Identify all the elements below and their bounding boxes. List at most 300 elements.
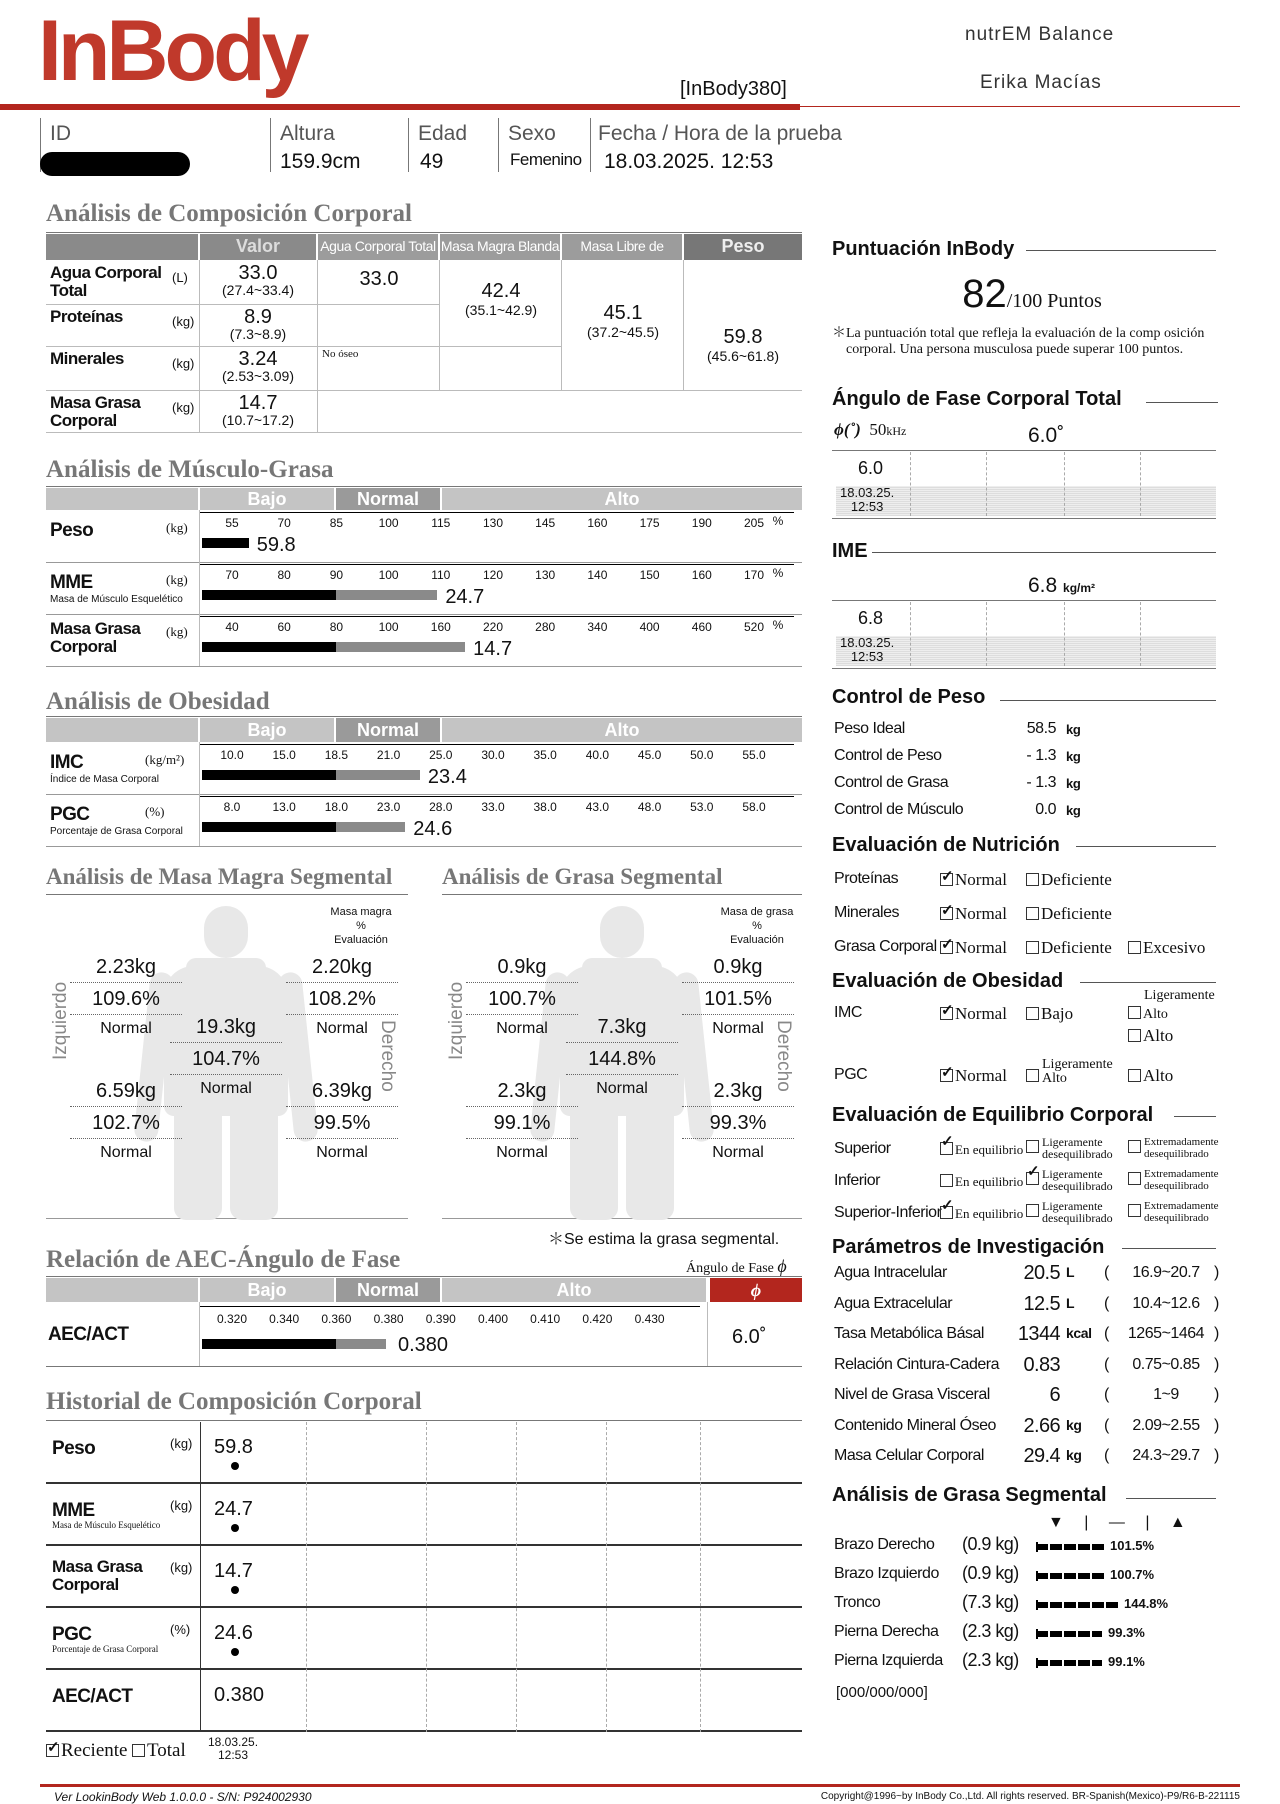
- ecw-title: Relación de AEC-Ángulo de Fase: [46, 1246, 401, 1273]
- footer-line: [40, 1784, 1240, 1787]
- pgc-normal[interactable]: ✓ Normal: [940, 1066, 1007, 1086]
- obesity-row-value: 24.6: [413, 818, 453, 840]
- nutrition-normal[interactable]: ✓ Normal: [940, 870, 1007, 890]
- history-row-line: [46, 1544, 802, 1546]
- segfat-pct: 99.3%: [1108, 1625, 1145, 1640]
- research-label: Relación Cintura-Cadera: [834, 1355, 1000, 1373]
- muscle_fat-tick: 90: [329, 568, 344, 582]
- seg-fat-legend: ▼ | — | ▲: [1048, 1514, 1194, 1531]
- segfat-value: (7.3 kg): [962, 1592, 1019, 1612]
- pgc-lig-alto[interactable]: [1026, 1066, 1041, 1086]
- scale-top: [200, 796, 794, 797]
- research-value: 12.5: [1023, 1292, 1060, 1315]
- row-line: [46, 614, 802, 615]
- balance-extreme[interactable]: Extremadamente desequilibrado: [1128, 1200, 1219, 1224]
- seg_fat-legend3: Evaluación: [730, 934, 784, 946]
- seg_fat-rl-pct: 99.3%: [709, 1112, 767, 1134]
- segfat-pct: 99.1%: [1108, 1654, 1145, 1669]
- balance-balanced[interactable]: ✓ En equilibrio: [940, 1142, 1023, 1156]
- seg_fat-trunk-eval: Normal: [596, 1080, 648, 1097]
- score-title: Puntuación InBody: [832, 238, 1015, 260]
- sex-value: Femenino: [510, 150, 582, 169]
- obesity-tick: 18.0: [324, 800, 349, 814]
- nutrition-excess[interactable]: Excesivo: [1128, 938, 1205, 958]
- ecw-tick: 0.400: [477, 1312, 509, 1326]
- obesity-eval-imc: IMC: [834, 1004, 862, 1021]
- bc-row-unit: (kg): [172, 314, 195, 329]
- research-paren: ): [1214, 1264, 1219, 1281]
- balance-label: Superior: [834, 1140, 891, 1157]
- muscle-fat-title: Análisis de Músculo-Grasa: [46, 456, 334, 483]
- history-row-line: [46, 1606, 802, 1608]
- obesity-tick: 43.0: [585, 800, 610, 814]
- dotline: [466, 1138, 578, 1139]
- ecw-tick: 0.380: [373, 1312, 404, 1326]
- muscle_fat-tick: 100: [378, 516, 399, 530]
- bc-row-label2: Total: [50, 281, 87, 300]
- bc-row-label: Agua Corporal: [50, 263, 162, 282]
- lean-value: 42.4: [481, 280, 521, 302]
- row-divider: [199, 742, 200, 794]
- muscle_fat-tick: 100: [378, 620, 399, 634]
- muscle_fat-pct: %: [772, 566, 784, 580]
- obesity-tick: 58.0: [742, 800, 766, 814]
- muscle_fat-tick: 70: [277, 516, 291, 530]
- segfat-label: Pierna Derecha: [834, 1623, 939, 1640]
- body-leg-left: [174, 1110, 222, 1220]
- research-range: 0.75~0.85: [1132, 1355, 1200, 1373]
- imc-bajo[interactable]: Bajo: [1026, 1004, 1073, 1024]
- obesity-tick: 53.0: [690, 800, 714, 814]
- obesity-eval-title: Evaluación de Obesidad: [832, 970, 1064, 992]
- seg_lean-la-eval: Normal: [100, 1020, 152, 1037]
- score-box: [832, 272, 1232, 317]
- segfat-pct: 144.8%: [1124, 1596, 1169, 1611]
- seg_fat-legend2: %: [752, 920, 762, 932]
- muscle_fat-tick: 460: [691, 620, 712, 634]
- ffm-value: 45.1: [603, 302, 643, 324]
- col-ffm: Masa Libre de Grasa: [562, 234, 682, 260]
- history-recent[interactable]: ✓Reciente: [46, 1740, 127, 1762]
- history-dot: [231, 1648, 239, 1656]
- balance-label: Superior-Inferior: [834, 1204, 942, 1221]
- seg_lean-legend1: Masa magra: [330, 906, 392, 918]
- research-value: 6: [1049, 1384, 1060, 1406]
- bc-row-label: Masa Grasa: [50, 393, 141, 412]
- history-row-unit: (kg): [170, 1498, 193, 1513]
- balance-slight[interactable]: ✓ Ligeramente desequilibrado: [1026, 1168, 1113, 1192]
- col-lean: Masa Magra Blanda: [440, 234, 560, 260]
- nutrition-label: Minerales: [834, 904, 900, 921]
- ecw-tick: 0.360: [321, 1312, 352, 1326]
- nutrition-deficient[interactable]: Deficiente: [1026, 904, 1112, 924]
- weight-ctrl-unit: kg: [1066, 803, 1081, 818]
- research-range: 10.4~12.6: [1132, 1294, 1200, 1312]
- balance-extreme[interactable]: Extremadamente desequilibrado: [1128, 1168, 1219, 1192]
- phase-history-value: 6.0: [858, 458, 884, 478]
- dotline: [566, 1074, 678, 1075]
- research-range: 2.09~2.55: [1132, 1416, 1200, 1434]
- seg_fat-trunk-mass: 7.3kg: [597, 1016, 647, 1038]
- bc-row-unit: (L): [172, 270, 188, 285]
- history-title: Historial de Composición Corporal: [46, 1388, 422, 1415]
- ecw-tick: 0.320: [216, 1312, 248, 1326]
- weight-ctrl-label: Control de Grasa: [834, 774, 949, 791]
- muscle_fat-pct: %: [772, 514, 784, 528]
- history-total[interactable]: Total: [132, 1740, 186, 1762]
- research-title: Parámetros de Investigación: [832, 1236, 1105, 1258]
- facility-name: nutrEM Balance: [965, 24, 1115, 45]
- muscle_fat-tick: 80: [329, 620, 344, 634]
- muscle_fat-tick: 85: [329, 516, 344, 530]
- muscle_fat-tick: 55: [225, 516, 239, 530]
- research-paren: (: [1104, 1325, 1109, 1342]
- history-dash: [306, 1422, 307, 1732]
- scale-top: [200, 564, 794, 565]
- nutrition-label: Proteínas: [834, 870, 899, 887]
- muscle_fat-row-unit: (kg): [166, 624, 188, 639]
- history-dot: [231, 1586, 239, 1594]
- sex-label: Sexo: [508, 122, 556, 145]
- muscle_fat-tick: 160: [430, 620, 451, 634]
- date-label: Fecha / Hora de la prueba: [598, 122, 842, 145]
- nutrition-deficient[interactable]: Deficiente: [1026, 870, 1112, 890]
- imc-alto[interactable]: Alto: [1128, 1026, 1173, 1046]
- muscle_fat-row-value: 24.7: [445, 586, 485, 608]
- bc-row-value: 3.24: [238, 348, 278, 370]
- seg-fat-right-title: Análisis de Grasa Segmental: [832, 1484, 1107, 1506]
- lean-range: (35.1~42.9): [465, 302, 537, 318]
- id-redacted: [40, 152, 190, 176]
- obesity-tick: 23.0: [376, 800, 401, 814]
- obesity-bar-high: [336, 822, 405, 832]
- segfat-pct: 101.5%: [1110, 1538, 1155, 1553]
- obesity-row-sub: Índice de Masa Corporal: [50, 774, 159, 785]
- dotline: [286, 982, 398, 983]
- research-label: Agua Intracelular: [834, 1264, 947, 1281]
- nutrition-deficient[interactable]: Deficiente: [1026, 938, 1112, 958]
- muscle_fat-tick: 280: [535, 620, 556, 634]
- ffm-range: (37.2~45.5): [587, 324, 659, 340]
- dotline: [70, 982, 182, 983]
- weight-ctrl-title: Control de Peso: [832, 686, 986, 708]
- ecw-value: 0.380: [398, 1334, 449, 1356]
- research-label: Tasa Metabólica Básal: [834, 1325, 985, 1342]
- dotline: [682, 1138, 794, 1139]
- balance-balanced[interactable]: En equilibrio: [940, 1174, 1023, 1188]
- research-label: Masa Celular Corporal: [834, 1447, 984, 1464]
- bc-row-label: Minerales: [50, 349, 124, 368]
- bc-row-range: (2.53~3.09): [222, 368, 294, 384]
- age-label: Edad: [418, 122, 468, 145]
- research-unit: kcal: [1066, 1325, 1092, 1341]
- phase-title: Ángulo de Fase Corporal Total: [832, 388, 1122, 410]
- row-divider: [199, 794, 200, 846]
- dotline: [70, 1106, 182, 1107]
- seg-fat-code: [000/000/000]: [836, 1684, 928, 1701]
- seg_fat-ll-mass: 2.3kg: [497, 1080, 547, 1102]
- research-paren: ): [1214, 1447, 1219, 1464]
- history-dash: [700, 1422, 701, 1732]
- seg_fat-ra-pct: 101.5%: [704, 988, 772, 1010]
- history-row-line: [46, 1668, 802, 1670]
- ecw-scale-top: [200, 1306, 700, 1307]
- weight-ctrl-value: - 1.3: [1026, 747, 1056, 764]
- nutrition-title: Evaluación de Nutrición: [832, 834, 1060, 856]
- history-row-value: 24.6: [214, 1622, 253, 1644]
- muscle_fat-tick: 100: [378, 568, 399, 582]
- phase-angle-label: Ángulo de Fase ϕ: [686, 1256, 787, 1276]
- seg_fat-ll-pct: 99.1%: [493, 1112, 551, 1134]
- segfat-label: Tronco: [834, 1594, 881, 1611]
- research-paren: ): [1214, 1386, 1219, 1403]
- height-label: Altura: [280, 122, 335, 145]
- seg_lean-ll-pct: 102.7%: [92, 1112, 160, 1134]
- bc-row-unit: (kg): [172, 400, 195, 415]
- research-label: Agua Extracelular: [834, 1294, 953, 1312]
- obesity-band-alto: Alto: [442, 718, 802, 742]
- obesity-tick: 30.0: [481, 748, 505, 762]
- history-row-line: [46, 1730, 802, 1732]
- row-divider: [199, 614, 200, 666]
- research-value: 2.66: [1023, 1414, 1060, 1437]
- bc-row-value: 14.7: [238, 392, 278, 414]
- footer-left: Ver LookinBody Web 1.0.0.0 - S/N: P924002930: [54, 1790, 312, 1804]
- scale-top: [200, 512, 794, 513]
- nutrition-normal[interactable]: ✓ Normal: [940, 938, 1007, 958]
- score-suffix: /100 Puntos: [1006, 290, 1102, 312]
- history-row-value: 14.7: [214, 1560, 253, 1582]
- research-paren: (: [1104, 1355, 1109, 1373]
- balance-extreme[interactable]: Extremadamente desequilibrado: [1128, 1136, 1219, 1160]
- bc-row-unit: (kg): [172, 356, 195, 371]
- muscle_fat-tick: 120: [482, 568, 504, 582]
- bc-row-range: (10.7~17.2): [222, 412, 294, 428]
- muscle_fat-tick: 40: [225, 620, 239, 634]
- weight-ctrl-label: Peso Ideal: [834, 720, 905, 737]
- bc-row-range: (27.4~33.4): [222, 282, 294, 298]
- header-red-line: [0, 104, 800, 110]
- dotline: [170, 1074, 282, 1075]
- history-row-line: [46, 1482, 802, 1484]
- muscle_fat-tick: 520: [743, 620, 765, 634]
- weight-ctrl-value: 58.5: [1026, 720, 1056, 737]
- dotline: [70, 1138, 182, 1139]
- row-line: [46, 846, 802, 847]
- history-date: 18.03.25. 12:53: [208, 1735, 259, 1762]
- muscle_fat-row-unit: (kg): [166, 572, 188, 587]
- ecw-tick: 0.430: [634, 1312, 665, 1326]
- seg_lean-ra-eval: Normal: [316, 1020, 368, 1037]
- client-name: Erika Macías: [980, 72, 1102, 93]
- history-row-unit: (kg): [170, 1436, 193, 1451]
- obesity-bar-low: [202, 822, 336, 832]
- muscle_fat-tick: 175: [639, 516, 660, 530]
- muscle_fat-tick: 220: [482, 620, 504, 634]
- muscle_fat-row-label: Peso: [50, 520, 94, 541]
- phase-date: 18.03.25. 12:53: [840, 485, 895, 514]
- muscle_fat-tick: 190: [691, 516, 712, 530]
- muscle_fat-tick: 400: [639, 620, 660, 634]
- obesity-tick: 40.0: [585, 748, 610, 762]
- history-row-sub: Masa de Músculo Esquelético: [52, 1520, 161, 1530]
- water-value: 33.0: [359, 268, 399, 290]
- history-row-label: Masa Grasa: [52, 1557, 143, 1576]
- weight-ctrl-label: Control de Peso: [834, 747, 942, 764]
- dotline: [682, 1014, 794, 1015]
- row-divider: [199, 510, 200, 562]
- bc-row-value: 33.0: [238, 262, 278, 284]
- history-dot: [231, 1524, 239, 1532]
- research-paren: (: [1104, 1416, 1109, 1434]
- seg_fat-ll-eval: Normal: [496, 1144, 548, 1161]
- seg_fat-trunk-pct: 144.8%: [588, 1048, 656, 1070]
- muscle_fat-row-label: MME: [50, 572, 93, 593]
- pgc-alto[interactable]: Alto: [1128, 1066, 1173, 1086]
- seg_lean-ra-pct: 108.2%: [308, 988, 376, 1010]
- muscle_fat-tick: 150: [639, 568, 660, 582]
- body-head: [204, 906, 248, 958]
- research-paren: ): [1214, 1294, 1219, 1312]
- muscle_fat-pct: %: [772, 618, 784, 632]
- body-leg-right: [230, 1110, 278, 1220]
- seg_lean-ll-mass: 6.59kg: [95, 1080, 157, 1102]
- seg_lean-rl-pct: 99.5%: [313, 1112, 371, 1134]
- muscle_fat-tick: 80: [277, 568, 291, 582]
- obesity-tick: 25.0: [429, 748, 453, 762]
- weight-ctrl-label: Control de Músculo: [834, 801, 964, 818]
- ecw-label: AEC/ACT: [48, 1324, 129, 1345]
- muscle_fat-bar-low: [202, 538, 249, 548]
- obesity-tick: 13.0: [272, 800, 296, 814]
- research-value: 0.83: [1023, 1353, 1060, 1376]
- segfat-pct: 100.7%: [1110, 1567, 1155, 1582]
- balance-title: Evaluación de Equilibrio Corporal: [832, 1104, 1154, 1126]
- muscle_fat-tick: 140: [587, 568, 608, 582]
- height-value: 159.9cm: [280, 150, 361, 173]
- body-leg-right: [626, 1110, 674, 1220]
- weight-ctrl-unit: kg: [1066, 776, 1081, 791]
- segfat-value: (2.3 kg): [962, 1650, 1019, 1670]
- muscle_fat-tick: 145: [535, 516, 556, 530]
- band-alto: Alto: [442, 488, 802, 510]
- col-water: Agua Corporal Total: [318, 234, 438, 260]
- balance-label: Inferior: [834, 1172, 880, 1189]
- score-note: ＊La puntuación total que refleja la evaluación de la comp osición corporal. Una persona musculosa puede superar 100 puntos.: [832, 326, 1205, 357]
- seg_fat-rl-eval: Normal: [712, 1144, 764, 1161]
- ecw-tick: 0.410: [530, 1312, 561, 1326]
- id-label: ID: [50, 122, 71, 145]
- pgc-lig-label: Ligeramente Alto: [1042, 1057, 1113, 1086]
- ecw-band-bajo: Bajo: [200, 1278, 334, 1302]
- research-label: Nivel de Grasa Visceral: [834, 1386, 990, 1403]
- inbody-logo: InBody: [38, 3, 306, 99]
- research-value: 1344: [1017, 1323, 1060, 1345]
- seg_fat-rl-mass: 2.3kg: [713, 1080, 763, 1102]
- balance-slight[interactable]: Ligeramente desequilibrado: [1026, 1200, 1113, 1224]
- obesity-row-label: PGC: [50, 804, 90, 825]
- history-row-value: 24.7: [214, 1498, 253, 1520]
- weight-ctrl-unit: kg: [1066, 749, 1081, 764]
- seg_lean-ll-eval: Normal: [100, 1144, 152, 1161]
- balance-slight[interactable]: Ligeramente desequilibrado: [1026, 1136, 1113, 1160]
- muscle_fat-row-label2: Corporal: [50, 637, 117, 656]
- seg_lean-trunk-pct: 104.7%: [192, 1048, 260, 1070]
- imc-normal[interactable]: ✓ Normal: [940, 1004, 1007, 1024]
- research-range: 1~9: [1153, 1386, 1179, 1403]
- phase-axis-label: ϕ(˚) 50kHz: [834, 420, 907, 439]
- research-paren: (: [1104, 1386, 1109, 1403]
- history-dash: [516, 1422, 517, 1732]
- seg-fat-note: ＊Se estima la grasa segmental.: [548, 1231, 780, 1248]
- history-row-value: 59.8: [214, 1436, 253, 1458]
- research-unit: L: [1066, 1264, 1075, 1280]
- seg_fat-legend1: Masa de grasa: [720, 906, 794, 918]
- muscle_fat-row-value: 59.8: [256, 534, 296, 556]
- seg_fat-la-pct: 100.7%: [488, 988, 556, 1010]
- history-dash: [426, 1422, 427, 1732]
- segfat-bar: [1036, 1631, 1102, 1637]
- weight-value: 59.8: [723, 326, 763, 348]
- band-normal: Normal: [336, 488, 440, 510]
- dotline: [286, 1138, 398, 1139]
- row-line: [46, 794, 802, 795]
- body-comp-title: Análisis de Composición Corporal: [46, 200, 413, 227]
- research-paren: (: [1104, 1264, 1109, 1281]
- research-paren: ): [1214, 1355, 1219, 1373]
- footer-right: Copyright@1996~by InBody Co.,Ltd. All rights reserved. BR-Spanish(Mexico)-P9/R6-B-221115: [820, 1791, 1240, 1802]
- balance-balanced[interactable]: ✓ En equilibrio: [940, 1206, 1023, 1220]
- bc-row-label2: Corporal: [50, 411, 117, 430]
- dotline: [170, 1042, 282, 1043]
- row-line: [46, 562, 802, 563]
- muscle_fat-tick: 130: [482, 516, 504, 530]
- weight-ctrl-value: - 1.3: [1026, 774, 1056, 791]
- imc-lig-alto[interactable]: Alto: [1128, 1006, 1168, 1023]
- nutrition-normal[interactable]: ✓ Normal: [940, 904, 1007, 924]
- dotline: [466, 982, 578, 983]
- dotline: [566, 1042, 678, 1043]
- history-row-label: Peso: [52, 1438, 96, 1459]
- muscle_fat-bar-high: [336, 642, 465, 652]
- obesity-tick: 15.0: [272, 748, 296, 762]
- history-row-label2: Corporal: [52, 1575, 119, 1594]
- segfat-label: Brazo Derecho: [834, 1536, 935, 1553]
- obesity-tick: 8.0: [223, 800, 241, 814]
- obesity-tick: 35.0: [533, 748, 557, 762]
- seg-fat-title: Análisis de Grasa Segmental: [442, 864, 723, 889]
- seg_lean-right-label: Derecho: [377, 1020, 398, 1092]
- research-range: 24.3~29.7: [1132, 1447, 1200, 1464]
- seg_lean-legend3: Evaluación: [334, 934, 388, 946]
- col-weight: Peso: [684, 234, 802, 260]
- history-row-value: 0.380: [214, 1684, 265, 1706]
- score-value: 82: [962, 272, 1007, 316]
- nutrition-label: Grasa Corporal: [834, 938, 937, 955]
- segfat-value: (0.9 kg): [962, 1534, 1019, 1554]
- seg_lean-rl-mass: 6.39kg: [311, 1080, 373, 1102]
- obesity-tick: 55.0: [742, 748, 766, 762]
- history-row-unit: (%): [170, 1622, 191, 1637]
- obesity-tick: 48.0: [637, 800, 662, 814]
- obesity-row-value: 23.4: [427, 766, 467, 788]
- muscle_fat-row-value: 14.7: [473, 638, 513, 660]
- dotline: [682, 1106, 794, 1107]
- ecw-band-phase: ϕ: [710, 1278, 802, 1302]
- bc-row-label: Proteínas: [50, 307, 123, 326]
- muscle_fat-tick: 110: [431, 568, 451, 582]
- obesity-tick: 50.0: [690, 748, 714, 762]
